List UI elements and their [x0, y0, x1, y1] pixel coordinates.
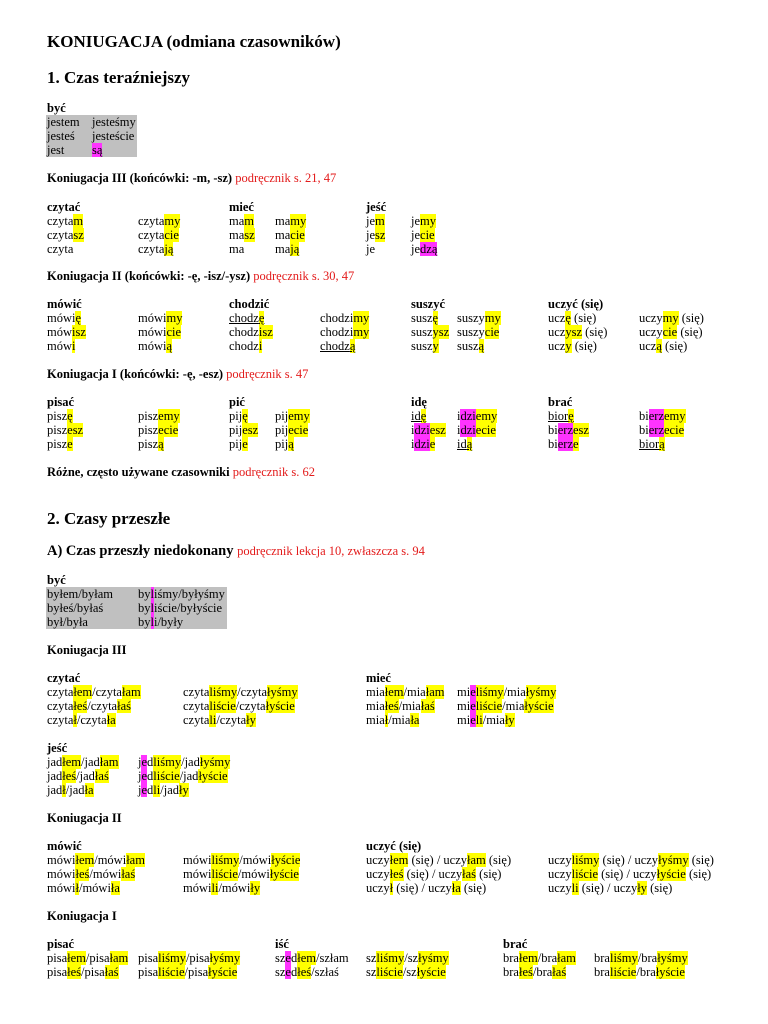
verb-head: mieć [229, 200, 254, 214]
conj-cell: jecie [411, 228, 435, 242]
conj-cell: je [366, 242, 376, 256]
conj-cell: pisałem/pisałam [47, 951, 129, 965]
conj-cell: idę [411, 409, 427, 423]
byc-cell: są [92, 143, 103, 157]
conj-cell: bierzecie [639, 423, 685, 437]
conj-cell: piszecie [138, 423, 179, 437]
verb-head: pisać [47, 937, 75, 951]
conj-cell: chodzi [229, 339, 263, 353]
conj-cell: czytałem/czytałam [47, 685, 141, 699]
conj-cell: suszę [411, 311, 439, 325]
byc-cell: jest [47, 143, 65, 157]
conj-cell: piją [275, 437, 294, 451]
verb-head: jeść [47, 741, 68, 755]
conj-cell: mówił/mówiła [47, 881, 120, 895]
conj-cell: mieli/miały [457, 713, 515, 727]
conj-cell: mówiliśmy/mówiłyście [183, 853, 301, 867]
byc-present-head: być [47, 101, 66, 115]
conj-cell: mówiliście/mówiłyście [183, 867, 299, 881]
conj-cell: szedłem/szłam [275, 951, 349, 965]
conj-cell: pisałeś/pisałaś [47, 965, 119, 979]
k2-label-line: Koniugacja II (końcówki: -ę, -isz/-ysz) podręcznik s. 30, 47 [47, 269, 355, 283]
rozne-label-line: Różne, często używane czasowniki podręcznik s. 62 [47, 465, 316, 479]
conj-cell: byłeś/byłaś [47, 601, 104, 615]
conj-cell: idziesz [411, 423, 446, 437]
conj-cell: bierze [548, 437, 579, 451]
conj-cell: suszycie [457, 325, 500, 339]
conj-cell: miał/miała [366, 713, 420, 727]
conj-cell: mają [275, 242, 300, 256]
conj-cell: miałeś/miałaś [366, 699, 435, 713]
conj-cell: mieliśmy/miałyśmy [457, 685, 557, 699]
verb-head: mówić [47, 297, 82, 311]
conj-cell: suszy [411, 339, 439, 353]
conj-cell: uczyłem (się) / uczyłam (się) [366, 853, 512, 867]
k2-past-label: Koniugacja II [47, 811, 122, 825]
byc-past-head: być [47, 573, 66, 587]
conj-cell: chodzą [320, 339, 356, 353]
conj-cell: czytałeś/czytałaś [47, 699, 131, 713]
section-2-heading: 2. Czasy przeszłe [47, 509, 171, 528]
conj-cell: mamy [275, 214, 307, 228]
conj-cell: pijesz [229, 423, 259, 437]
conj-cell: uczysz (się) [548, 325, 608, 339]
conj-cell: piszą [138, 437, 164, 451]
conj-cell: mówili/mówiły [183, 881, 261, 895]
conj-cell: mówiłem/mówiłam [47, 853, 145, 867]
section-2a-heading: A) Czas przeszły niedokonany podręcznik lekcja 10, zwłaszcza s. 94 [47, 543, 425, 559]
conj-cell: pisze [47, 437, 73, 451]
conj-cell: brałeś/brałaś [503, 965, 567, 979]
conj-cell: suszą [457, 339, 485, 353]
conj-cell: uczył (się) / uczyła (się) [366, 881, 487, 895]
conj-cell: pijecie [275, 423, 309, 437]
k3-past-label: Koniugacja III [47, 643, 127, 657]
verb-head: mieć [366, 671, 391, 685]
verb-head: brać [548, 395, 573, 409]
verb-head: mówić [47, 839, 82, 853]
conj-cell: szliśmy/szłyśmy [366, 951, 449, 965]
conj-cell: jadł/jadła [47, 783, 94, 797]
conj-cell: chodzisz [229, 325, 273, 339]
conj-cell: chodzimy [320, 325, 370, 339]
conj-cell: jesz [366, 228, 386, 242]
conj-cell: uczycie (się) [639, 325, 703, 339]
conj-cell: czytamy [138, 214, 181, 228]
conj-cell: mówisz [47, 325, 86, 339]
conj-cell: mieliście/miałyście [457, 699, 554, 713]
verb-head: uczyć (się) [366, 839, 422, 853]
conj-cell: szliście/szłyście [366, 965, 446, 979]
verb-head: suszyć [411, 297, 446, 311]
conj-cell: jedliśmy/jadłyśmy [138, 755, 231, 769]
conj-cell: piszemy [138, 409, 180, 423]
conj-cell: jemy [411, 214, 437, 228]
conj-cell: uczyli (się) / uczyły (się) [548, 881, 673, 895]
conj-cell: braliśmy/brałyśmy [594, 951, 688, 965]
conj-cell: mam [229, 214, 255, 228]
conj-cell: uczy (się) [548, 339, 597, 353]
conj-cell: suszysz [411, 325, 450, 339]
conj-cell: bierzesz [548, 423, 589, 437]
conj-cell: czytam [47, 214, 84, 228]
conj-cell: jem [366, 214, 385, 228]
conj-cell: uczyliśmy (się) / uczyłyśmy (się) [548, 853, 714, 867]
conj-cell: chodzę [229, 311, 265, 325]
conj-cell: suszymy [457, 311, 501, 325]
conj-cell: uczymy (się) [639, 311, 704, 325]
verb-head: brać [503, 937, 528, 951]
conj-cell: byliśmy/byłyśmy [138, 587, 225, 601]
conj-cell: czytacie [138, 228, 179, 242]
conj-cell: braliście/brałyście [594, 965, 685, 979]
conj-cell: mówimy [138, 311, 183, 325]
verb-head: pisać [47, 395, 75, 409]
conj-cell: miałem/miałam [366, 685, 445, 699]
conj-cell: jedzą [411, 242, 438, 256]
conj-cell: czytali/czytały [183, 713, 256, 727]
byc-cell: jesteście [92, 129, 135, 143]
conj-cell: bierzemy [639, 409, 686, 423]
conj-cell: szedłeś/szłaś [275, 965, 339, 979]
conj-cell: czytaliśmy/czytałyśmy [183, 685, 298, 699]
conj-cell: biorę [548, 409, 574, 423]
conj-cell: idzie [411, 437, 436, 451]
conj-cell: chodzimy [320, 311, 370, 325]
conj-cell: byli/były [138, 615, 184, 629]
conj-cell: czytaliście/czytałyście [183, 699, 295, 713]
conj-cell: byłem/byłam [47, 587, 113, 601]
conj-cell: pijemy [275, 409, 310, 423]
conj-cell: mówiłeś/mówiłaś [47, 867, 136, 881]
conj-cell: jedliście/jadłyście [138, 769, 228, 783]
conj-cell: mówią [138, 339, 173, 353]
k1-past-label: Koniugacja I [47, 909, 117, 923]
conj-cell: byliście/byłyście [138, 601, 223, 615]
verb-head: uczyć (się) [548, 297, 604, 311]
conj-cell: mówię [47, 311, 82, 325]
conj-cell: jadłeś/jadłaś [47, 769, 109, 783]
conj-cell: pisaliśmy/pisałyśmy [138, 951, 241, 965]
conj-cell: piszę [47, 409, 73, 423]
k1-label-line: Koniugacja I (końcówki: -ę, -esz) podręcznik s. 47 [47, 367, 309, 381]
conj-cell: idziecie [457, 423, 496, 437]
byc-cell: jestem [47, 115, 80, 129]
verb-head: pić [229, 395, 245, 409]
verb-head: czytać [47, 671, 81, 685]
conj-cell: czytasz [47, 228, 84, 242]
conj-cell: uczyłeś (się) / uczyłaś (się) [366, 867, 502, 881]
conj-cell: ma [229, 242, 245, 256]
conj-cell: idą [457, 437, 473, 451]
verb-head: chodzić [229, 297, 270, 311]
conj-cell: pije [229, 437, 248, 451]
conj-cell: uczą (się) [639, 339, 688, 353]
verb-head: iść [275, 937, 289, 951]
conj-cell: biorą [639, 437, 665, 451]
conj-cell: czytają [138, 242, 174, 256]
conj-cell: pisaliście/pisałyście [138, 965, 238, 979]
byc-cell: jesteśmy [92, 115, 136, 129]
conj-cell: jadłem/jadłam [47, 755, 119, 769]
conj-cell: jedli/jadły [138, 783, 189, 797]
conj-cell: idziemy [457, 409, 498, 423]
conj-cell: był/była [47, 615, 88, 629]
conj-cell: mówi [47, 339, 76, 353]
section-1-heading: 1. Czas teraźniejszy [47, 68, 191, 87]
conj-cell: uczę (się) [548, 311, 597, 325]
conj-cell: masz [229, 228, 255, 242]
conj-cell: macie [275, 228, 305, 242]
conj-cell: mówicie [138, 325, 182, 339]
conj-cell: uczyliście (się) / uczyłyście (się) [548, 867, 712, 881]
conj-cell: piszesz [47, 423, 84, 437]
verb-head: jeść [366, 200, 387, 214]
k3-label-line: Koniugacja III (końcówki: -m, -sz) podręcznik s. 21, 47 [47, 171, 337, 185]
conj-cell: czyta [47, 242, 74, 256]
conj-cell: piję [229, 409, 248, 423]
conj-cell: brałem/brałam [503, 951, 576, 965]
conj-cell: czytał/czytała [47, 713, 116, 727]
byc-cell: jesteś [47, 129, 75, 143]
verb-head: czytać [47, 200, 81, 214]
document-title: KONIUGACJA (odmiana czasowników) [47, 32, 341, 51]
verb-head: idę [411, 395, 427, 409]
